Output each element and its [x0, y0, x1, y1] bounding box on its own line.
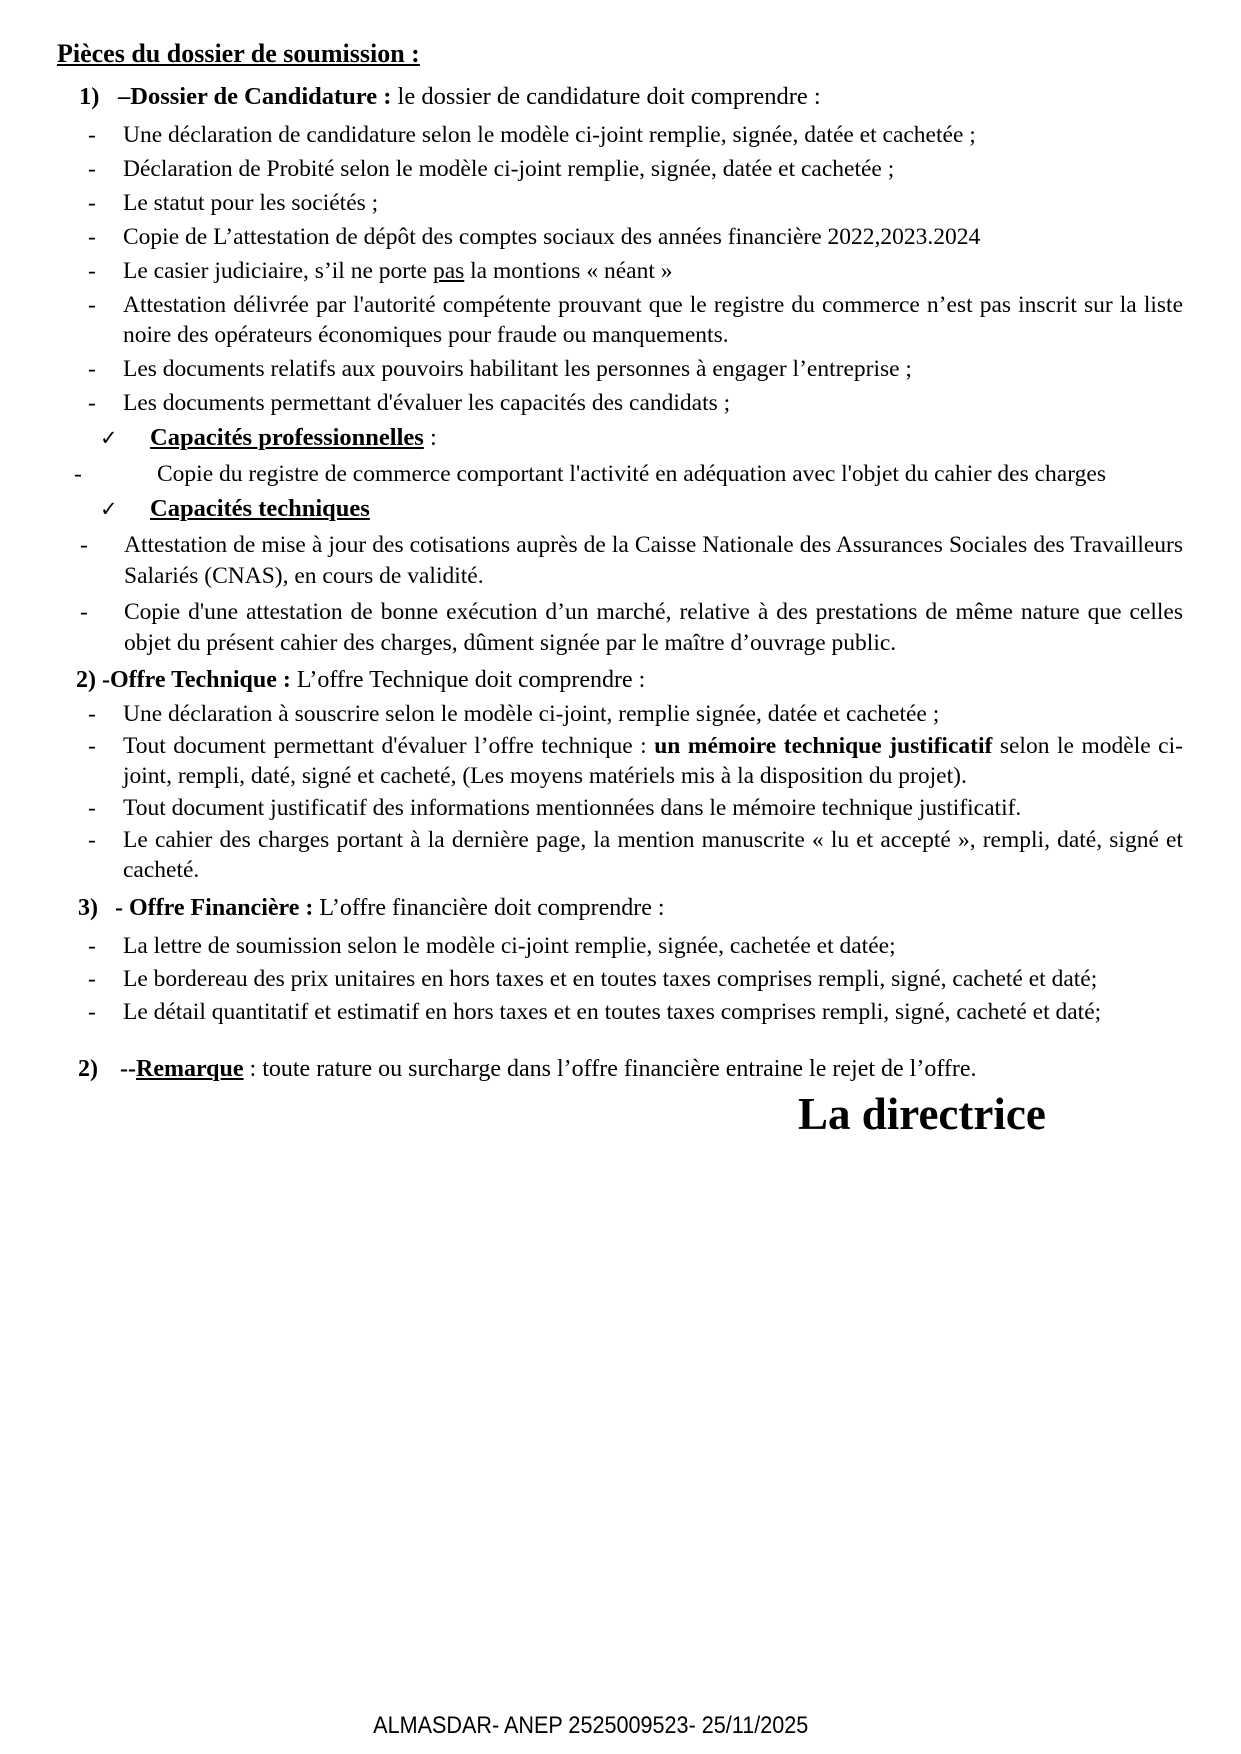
dash-bullet: -	[88, 156, 96, 182]
casier-underlined-word: pas	[432, 258, 465, 284]
dash-bullet: -	[74, 461, 82, 487]
capacites-professionnelles-text	[150, 422, 437, 454]
list-item-text: Attestation de mise à jour des cotisations auprès de la Caisse Nationale des Assurances Sociales des Travailleurs Salariés (CNAS), en cours de validité.	[124, 532, 1183, 589]
list-item-text: Le cahier des charges portant à la dernière page, la mention manuscrite « lu et accepté », rempli, daté, signé et cacheté.	[123, 827, 1183, 883]
list-item	[57, 354, 1184, 384]
dash-bullet: -	[88, 966, 96, 992]
section-1-heading-text	[118, 80, 821, 114]
section-1-heading-bold: –Dossier de Candidature :	[118, 83, 392, 110]
section-1-heading	[57, 80, 1184, 114]
capacites-professionnelles-heading	[57, 422, 1184, 454]
memoire-bold: un mémoire technique justificatif	[654, 733, 993, 759]
casier-pre: Le casier judiciaire, s’il ne porte	[123, 258, 433, 284]
list-item-casier	[57, 256, 1184, 286]
list-item-text: Le statut pour les sociétés ;	[123, 190, 379, 216]
list-item-text: Une déclaration à souscrire selon le modèle ci-joint, remplie signée, datée et cachetée ;	[123, 701, 940, 727]
remark-line	[57, 1053, 1184, 1085]
list-item	[57, 120, 1184, 150]
remark-text-wrap	[120, 1053, 977, 1085]
section-2-heading	[76, 664, 1184, 696]
signature-title: La directrice	[798, 1089, 1046, 1139]
dash-bullet: -	[88, 390, 96, 416]
dash-bullet: -	[88, 190, 96, 216]
remark-dashes: --	[120, 1056, 136, 1082]
list-item	[57, 597, 1184, 659]
dash-bullet: -	[88, 122, 96, 148]
section-2-heading-bold: 2) -Offre Technique :	[76, 667, 291, 693]
list-item-text: Une déclaration de candidature selon le modèle ci-joint remplie, signée, datée et cachetée ;	[123, 122, 976, 148]
footer-text: ALMASDAR- ANEP 2525009523- 25/11/2025	[372, 1712, 809, 1739]
list-item	[57, 530, 1184, 592]
dash-bullet: -	[80, 599, 88, 625]
list-item-text: Copie de L’attestation de dépôt des comptes sociaux des années financière 2022,2023.2024	[123, 224, 981, 250]
dash-bullet: -	[88, 827, 96, 853]
list-item	[57, 931, 1184, 961]
list-item	[57, 731, 1184, 791]
check-icon: ✓	[100, 497, 118, 521]
section-3	[57, 891, 1184, 1027]
list-item-text: Le bordereau des prix unitaires en hors taxes et en toutes taxes comprises rempli, signé, cacheté et daté;	[123, 966, 1098, 992]
section-2-heading-rest: L’offre Technique doit comprendre :	[290, 667, 646, 693]
memoire-post: selon le modèle ci-joint, rempli, daté, signé et cacheté, (Les moyens matériels mis à la disposition du projet).	[123, 733, 1183, 789]
list-item-text: Tout document justificatif des informations mentionnées dans le mémoire technique justificatif.	[123, 795, 1022, 821]
dash-bullet: -	[88, 224, 96, 250]
dash-bullet: -	[88, 356, 96, 382]
list-item-text: Attestation délivrée par l'autorité compétente prouvant que le registre du commerce n’est pas inscrit sur la liste noire des opérateurs économiques pour fraude ou manquements.	[123, 292, 1183, 348]
list-item-text: Le détail quantitatif et estimatif en hors taxes et en toutes taxes comprises rempli, signé, cacheté et daté;	[123, 999, 1102, 1025]
section-1-heading-rest: le dossier de candidature doit comprendre :	[391, 83, 821, 110]
page-title: Pièces du dossier de soumission :	[57, 39, 420, 68]
capacites-professionnelles-label: Capacités professionnelles	[150, 424, 424, 451]
capacites-techniques-label: Capacités techniques	[150, 495, 370, 522]
list-item	[57, 290, 1184, 350]
list-item-text: La lettre de soumission selon le modèle ci-joint remplie, signée, cachetée et datée;	[123, 933, 896, 959]
dash-bullet: -	[88, 933, 96, 959]
list-item	[57, 222, 1184, 252]
dash-bullet: -	[88, 701, 96, 727]
dash-bullet: -	[88, 733, 96, 759]
list-item	[57, 154, 1184, 184]
list-item	[57, 388, 1184, 418]
section-3-heading	[57, 891, 1184, 925]
list-item	[57, 699, 1184, 729]
list-item	[57, 997, 1184, 1027]
list-item-text: Copie d'une attestation de bonne exécution d’un marché, relative à des prestations de même nature que celles objet du présent cahier des charges, dûment signée par le maître d’ouvrage public.	[124, 599, 1183, 656]
list-item-text	[123, 256, 1184, 286]
remark-label: Remarque	[135, 1056, 244, 1082]
capacites-professionnelles-suffix: :	[423, 424, 437, 451]
capacites-techniques-heading	[57, 493, 1184, 525]
memoire-pre: Tout document permettant d'évaluer l’offre technique :	[123, 733, 655, 759]
list-item-text: Les documents relatifs aux pouvoirs habilitant les personnes à engager l’entreprise ;	[123, 356, 912, 382]
list-item-text: Les documents permettant d'évaluer les capacités des candidats ;	[123, 390, 731, 416]
remark-text: : toute rature ou surcharge dans l’offre financière entraine le rejet de l’offre.	[243, 1056, 977, 1082]
section-1-number: 1)	[79, 83, 100, 110]
list-item	[57, 825, 1184, 885]
check-icon: ✓	[100, 426, 118, 450]
list-item	[57, 459, 1184, 489]
list-item	[57, 964, 1184, 994]
section-3-number: 3)	[78, 895, 98, 921]
section-3-heading-rest: L’offre financière doit comprendre :	[313, 895, 665, 921]
casier-post: la montions « néant »	[464, 258, 673, 284]
list-item	[57, 188, 1184, 218]
list-item	[57, 793, 1184, 823]
list-item-text	[123, 731, 1184, 791]
dash-bullet: -	[88, 795, 96, 821]
list-item-text: Déclaration de Probité selon le modèle ci-joint remplie, signée, datée et cachetée ;	[123, 156, 895, 182]
dash-bullet: -	[88, 999, 96, 1025]
section-3-heading-text	[115, 891, 665, 925]
list-item-text: Copie du registre de commerce comportant l'activité en adéquation avec l'objet du cahier des charges	[157, 461, 1106, 487]
dash-bullet: -	[88, 292, 96, 318]
remark-number: 2)	[78, 1056, 98, 1082]
section-2	[57, 664, 1184, 885]
dash-bullet: -	[80, 532, 88, 558]
section-3-heading-bold: - Offre Financière :	[115, 895, 314, 921]
dash-bullet: -	[88, 258, 96, 284]
page-footer	[0, 1712, 1241, 1740]
